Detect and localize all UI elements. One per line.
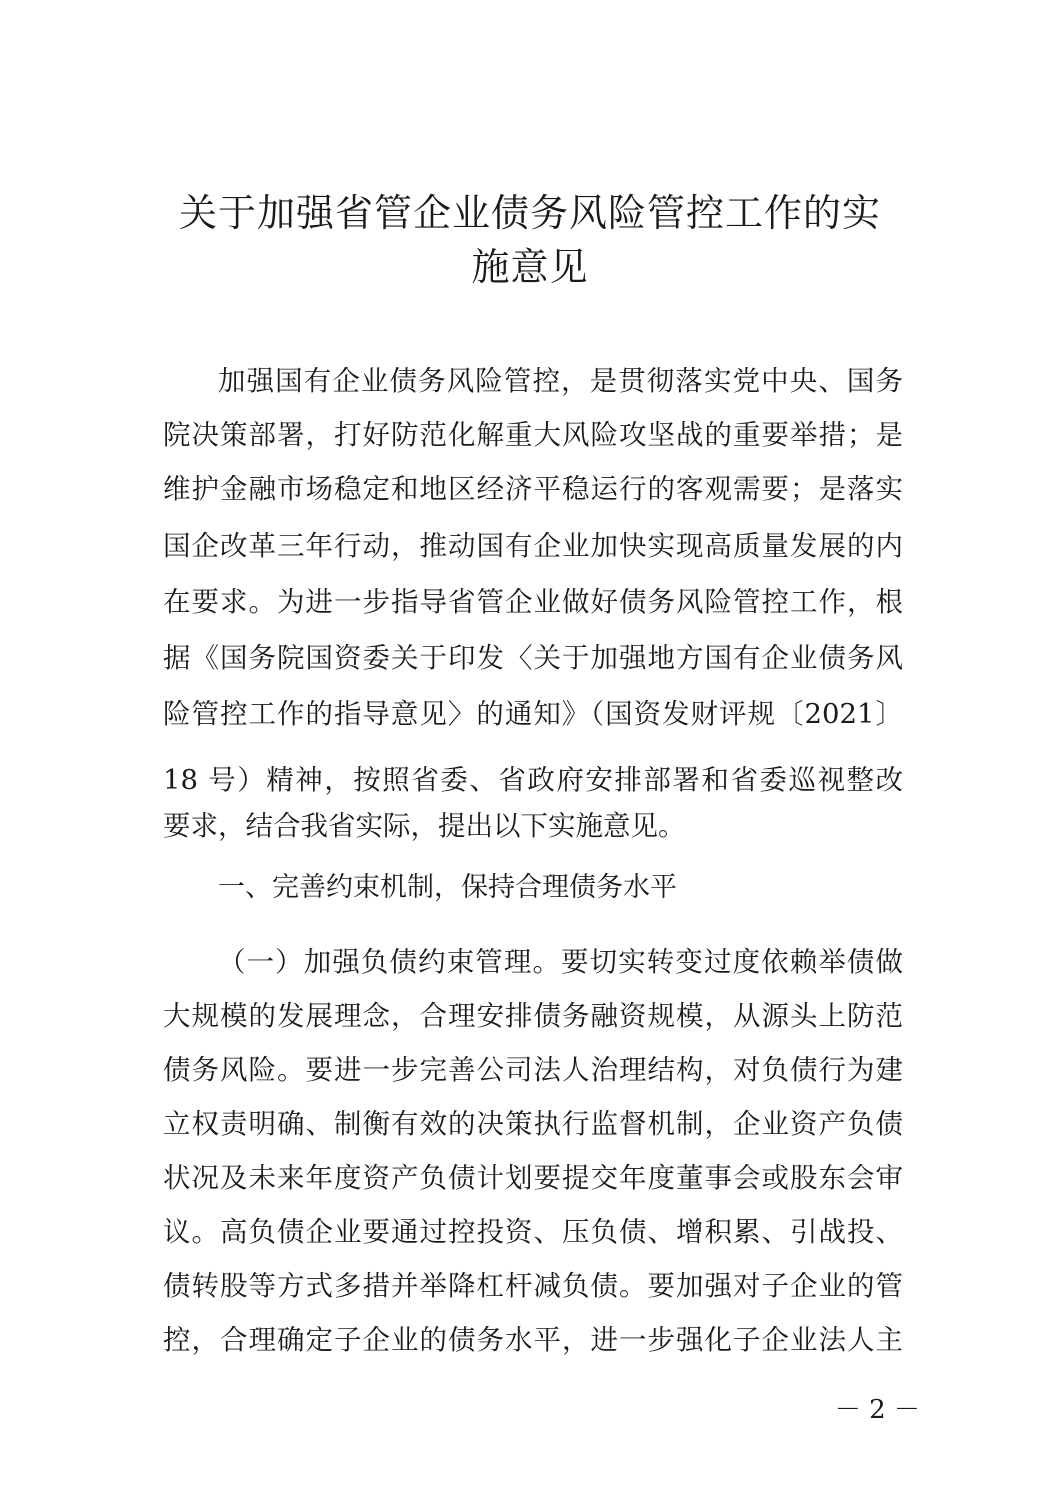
- intro-line-2: 院决策部署，打好防范化解重大风险攻坚战的重要举措；是: [163, 419, 903, 451]
- intro-line-4: 国企改革三年行动，推动国有企业加快实现高质量发展的内: [163, 530, 903, 562]
- intro-line-5: 在要求。为进一步指导省管企业做好债务风险管控工作，根: [163, 586, 903, 618]
- intro-line-8: 18 号）精神，按照省委、省政府安排部署和省委巡视整改: [163, 764, 903, 796]
- page-number: － 2 －: [834, 1395, 920, 1425]
- intro-line-6: 据《国务院国资委关于印发〈关于加强地方国有企业债务风: [163, 642, 903, 674]
- section-1-heading: 一、完善约束机制，保持合理债务水平: [218, 872, 677, 903]
- section-1-line-2: 大规模的发展理念，合理安排债务融资规模，从源头上防范: [163, 1000, 903, 1032]
- intro-line-7: 险管控工作的指导意见〉的通知》（国资发财评规〔2021〕: [163, 698, 903, 730]
- intro-line-9: 要求，结合我省实际，提出以下实施意见。: [163, 810, 686, 842]
- title-line-2: 施意见: [471, 245, 589, 289]
- section-1-line-8: 控，合理确定子企业的债务水平，进一步强化子企业法人主: [163, 1324, 903, 1356]
- section-1-line-1: （一）加强负债约束管理。要切实转变过度依赖举债做: [218, 946, 903, 978]
- section-1-line-5: 状况及未来年度资产负债计划要提交年度董事会或股东会审: [163, 1162, 903, 1194]
- section-1-line-6: 议。高负债企业要通过控投资、压负债、增积累、引战投、: [163, 1216, 903, 1248]
- title-line-1: 关于加强省管企业债务风险管控工作的实: [178, 191, 881, 235]
- intro-line-3: 维护金融市场稳定和地区经济平稳运行的客观需要；是落实: [163, 473, 903, 505]
- section-1-line-3: 债务风险。要进一步完善公司法人治理结构，对负债行为建: [163, 1054, 903, 1086]
- section-1-line-7: 债转股等方式多措并举降杠杆减负债。要加强对子企业的管: [163, 1270, 903, 1302]
- section-1-line-4: 立权责明确、制衡有效的决策执行监督机制，企业资产负债: [163, 1108, 903, 1140]
- intro-line-1: 加强国有企业债务风险管控，是贯彻落实党中央、国务: [218, 365, 903, 397]
- document-title: [140, 186, 920, 294]
